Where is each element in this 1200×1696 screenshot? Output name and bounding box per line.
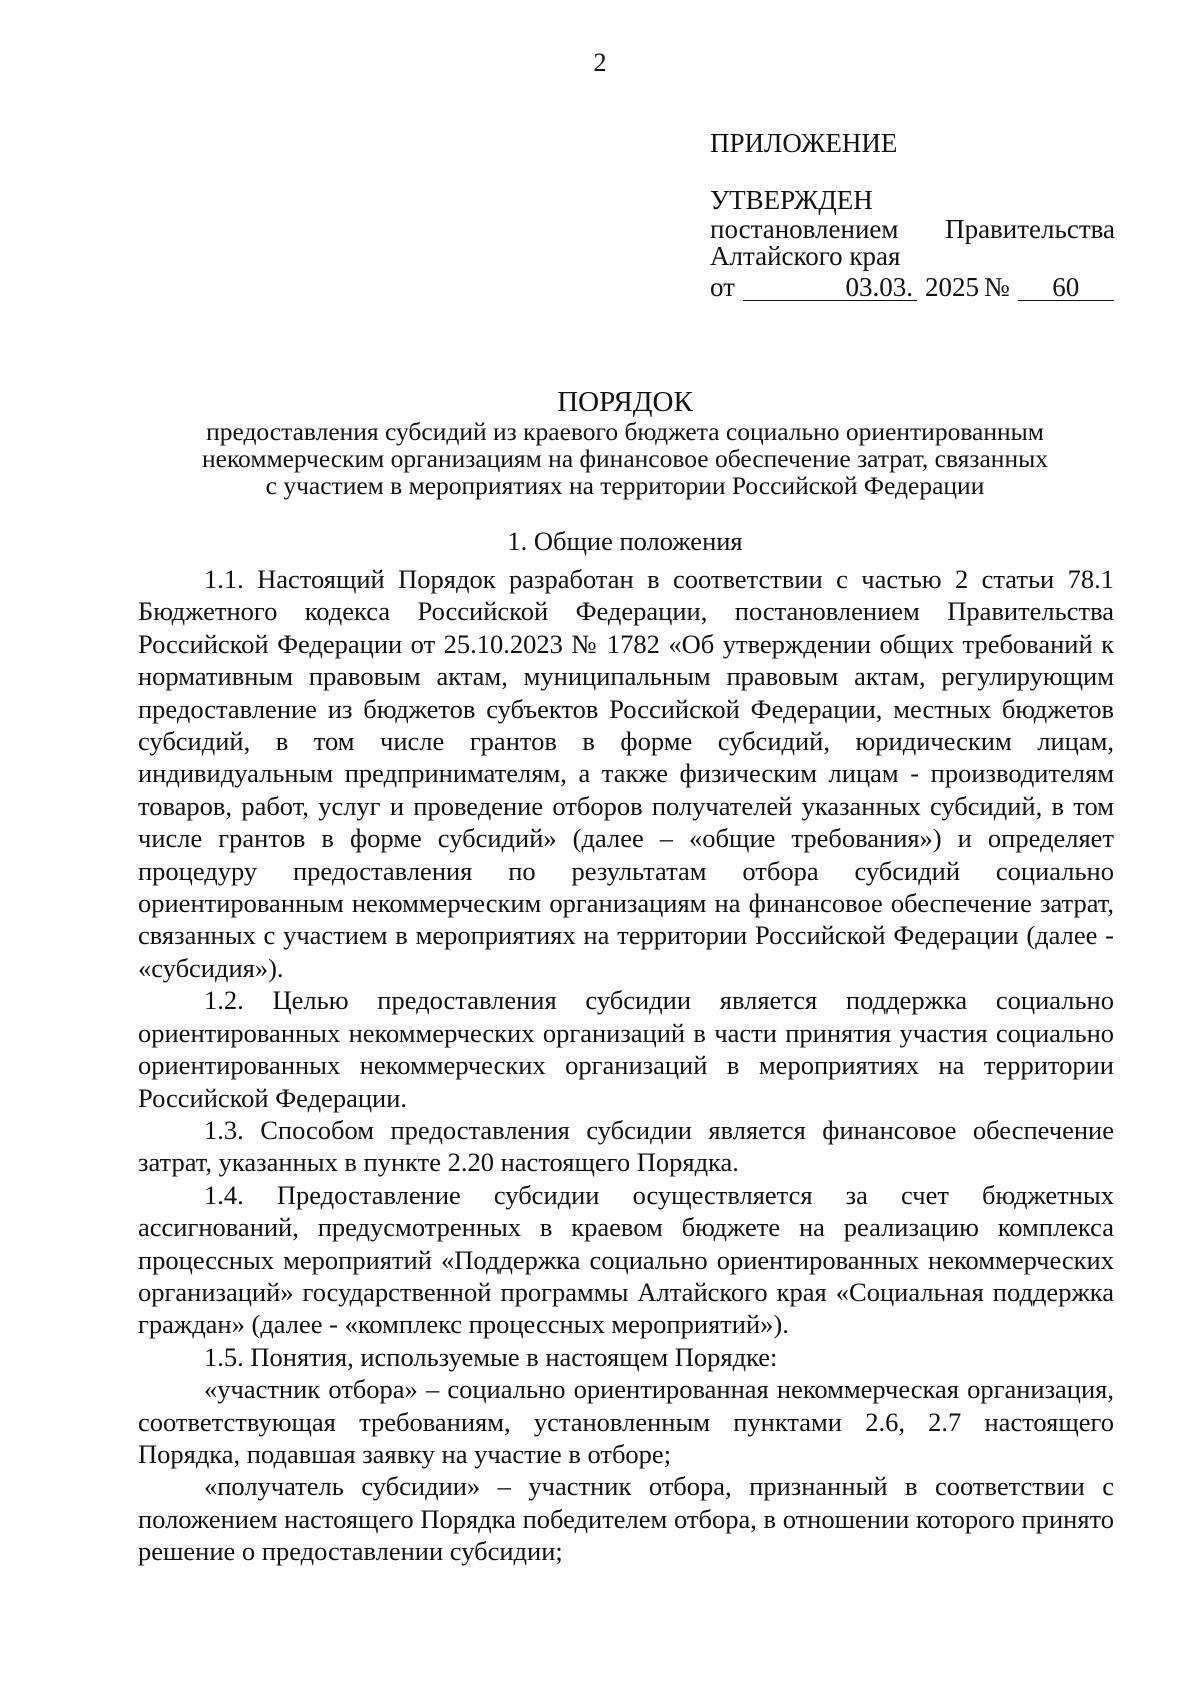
approved-by-line [710, 216, 1115, 243]
paragraph-1-3: 1.3. Способом предоставления субсидии является финансовое обеспечение затрат, указанных в пункте 2.20 настоящего Порядка. [138, 1114, 1114, 1178]
region-line: Алтайского края [710, 241, 901, 271]
document-heading [135, 386, 1115, 499]
paragraph-1-5: 1.5. Понятия, используемые в настоящем Порядке: [204, 1341, 778, 1372]
document-subtitle-line: предоставления субсидий из краевого бюджета социально ориентированным [206, 417, 1044, 446]
section-body [138, 563, 1114, 1568]
document-title: ПОРЯДОК [557, 386, 693, 418]
document-subtitle-line: с участием в мероприятиях на территории Российской Федерации [265, 471, 985, 500]
paragraph-1-4: 1.4. Предоставление субсидии осуществляется за счет бюджетных ассигнований, предусмотренных в краевом бюджете на реализацию комплекса процессных мероприятий «Поддержка социально ориентированных некоммерческих организаций» государственной программы Алтайского края «Социальная поддержка граждан» (далее - «комплекс процессных мероприятий»). [138, 1179, 1114, 1340]
paragraph-1-1: 1.1. Настоящий Порядок разработан в соответствии с частью 2 статьи 78.1 Бюджетного кодекса Российской Федерации, постановлением Правительства Российской Федерации от 25.10.2023 № 1782 «Об утверждении общих требований к нормативным правовым актам, муниципальным правовым актам, регулирующим предоставление из бюджетов субъектов Российской Федерации, местных бюджетов субсидий, в том числе грантов в форме субсидий, юридическим лицам, индивидуальным предпринимателям, а также физическим лицам - производителям товаров, работ, услуг и проведение отборов получателей указанных субсидий, в том числе грантов в форме субсидий» (далее – «общие требования») и определяет процедуру предоставления по результатам отбора субсидий социально ориентированным некоммерческим организациям на финансовое обеспечение затрат, связанных с участием в мероприятиях на территории Российской Федерации (далее - «субсидия»). [138, 564, 1114, 983]
number-value: 60 [1018, 274, 1114, 301]
number-sign: № [983, 272, 1010, 302]
year-value: 2025 [924, 272, 979, 302]
approved-by-word: постановлением [710, 214, 899, 244]
appendix-block [710, 130, 1115, 301]
document-subtitle-line: некоммерческим организациям на финансовое обеспечение затрат, связанных [202, 444, 1048, 473]
approved-label: УТВЕРЖДЕН [710, 185, 873, 215]
paragraph-1-2: 1.2. Целью предоставления субсидии является поддержка социально ориентированных некоммерческих организаций в части принятия участия социально ориентированных некоммерческих организаций в мероприятиях на территории Российской Федерации. [138, 985, 1114, 1113]
approved-by-org: Правительства [945, 214, 1115, 244]
definition-recipient: «получатель субсидии» – участник отбора, признанный в соответствии с положением настоящего Порядка победителем отбора, в отношении которого принято решение о предоставлении субсидии; [138, 1471, 1114, 1567]
date-number-line [710, 274, 1115, 301]
definition-participant: «участник отбора» – социально ориентированная некоммерческая организация, соответствующая требованиям, установленным пунктами 2.6, 2.7 настоящего Порядка, подавшая заявку на участие в отборе; [138, 1374, 1114, 1469]
appendix-title: ПРИЛОЖЕНИЕ [710, 128, 898, 158]
section-title: 1. Общие положения [507, 526, 743, 556]
date-prefix: от [710, 272, 735, 302]
date-value: 03.03. [743, 274, 917, 301]
page-number: 2 [593, 48, 607, 77]
